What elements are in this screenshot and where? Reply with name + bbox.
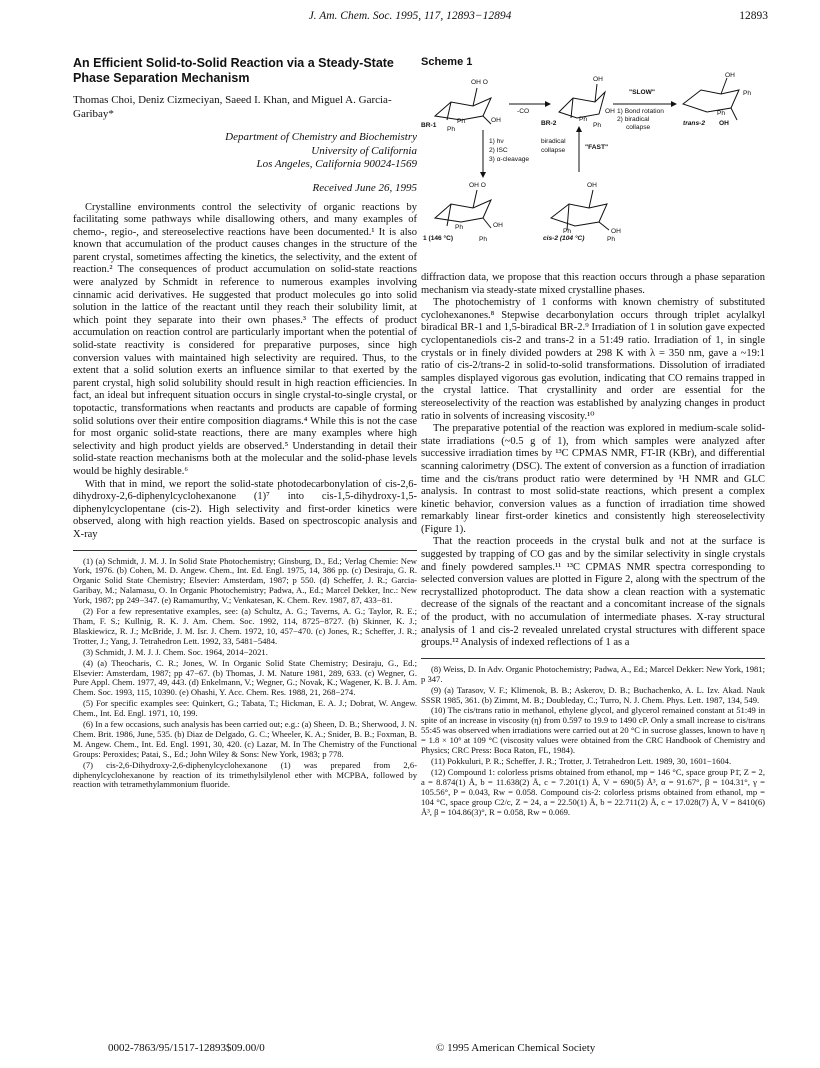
label-oh: OH bbox=[587, 182, 597, 189]
label-isc: 2) ISC bbox=[489, 147, 508, 154]
label-oh: OH bbox=[611, 228, 621, 235]
body-paragraph: The photochemistry of 1 conforms with known chemistry of substituted cyclohexanones.⁸ Stepwise decarbonylation occurs through triplet acylalkyl biradical BR-1 and 1,5-biradical BR-2.⁹ Irradiation of 1 in solution gave expected cyclopentanediols cis-2 and trans-2 in a 51:49 ratio. Irradiation of 1, in single crystals or in finely divided powders at 298 K with λ = 350 nm, gave a ~19:1 ratio of cis-2/trans-2 in solid-to-solid transformations. Dissolution of irradiated samples displayed vigorous gas evolution, indicating that CO remains trapped in the crystal lattice. That crystallinity and order are essential for the stereoselectivity of the reaction was established by analyzing changes in product ratio in solvents of increasing viscosity.¹⁰ bbox=[421, 297, 765, 422]
body-paragraph: Crystalline environments control the selectivity of organic reactions by facilitating some pathways while disallowing others, and many examples of chemo-, regio-, and stereoselective reactions have been documented.¹ It is also known that accumulation of the product causes changes in the structure of the parent crystal, sometimes affecting the kinetics, the selectivity, and the extent of reaction.² The consequences of product accumulation on solid-state reactions were analyzed by Schmidt in reference to numerous examples involving cinnamic acid derivatives. He suggested that product molecules go into solid solution in the lattice of the reactant until they reach their solubility limit, at which point they separate into their own phases.³ The effects of product accumulation on reaction control are particularly important when the potential of solid-state reactivity is considered for preparative purposes, since high conversion values with maintained high selectivity are required. Thus, to the extent that a solid solution exerts an influence similar to that exerted by the parent crystal, high solid solubility should result in high reaction efficiencies. In fact, an ideal but infrequent situation occurs in single crystal-to-single crystal, or topotactic, transformations when reactants and products are capable of forming solid solutions over their entire composition diagrams.⁴ While this is not the case for most organic solid-state reactions, there are many examples where high selectivity and high product yields are observed.⁵ Understanding in detail their solid-state reaction mechanisms both at the molecular and the solid-phase levels would be highly desirable.⁶ bbox=[73, 201, 417, 477]
body-paragraph: That the reaction proceeds in the crystal bulk and not at the surface is suggested by trapping of CO gas and by the similar selectivity in single crystals and finely powdered samples.¹¹ ¹³C CPMAS NMR spectra corresponding to selected conversion values are plotted in Figure 2, along with the spectrum of the recrystallized photoproduct. The data show a clean reaction with a systematic decrease of the signals of the reactant and a concomitant increase of the signals of the product, with no accumulation of intermediate phases. X-ray structural analysis of 1 and cis-2 revealed unrelated crystal structures with different space groups.¹² Analysis of indexed reflections of 1 as a bbox=[421, 536, 765, 649]
label-collapse: collapse bbox=[626, 124, 651, 131]
label-ph: Ph bbox=[457, 118, 466, 125]
footnote: (9) (a) Tarasov, V. F.; Klimenok, B. B.; Askerov, D. B.; Buchachenko, A. L. Izv. Akad. Nauk SSSR 1985, 361. (b) Zimmt, M. B.; Doubleday, C.; Turro, N. J. Chem. Phys. Lett. 1987, 134, 549. bbox=[421, 684, 765, 705]
label-slow: "SLOW" bbox=[629, 89, 656, 96]
cyclopentane-ring-cis2 bbox=[551, 204, 607, 226]
label-ph: Ph bbox=[563, 228, 572, 235]
right-column bbox=[421, 56, 765, 818]
journal-citation: J. Am. Chem. Soc. 1995, 117, 12893−12894 bbox=[308, 10, 512, 22]
cyclohexanone-ring-br1 bbox=[435, 98, 491, 120]
label-collapse: collapse bbox=[541, 147, 566, 154]
footnote: (12) Compound 1: colorless prisms obtained from ethanol, mp = 146 °C, space group P1̄, Z = 2, a = 8.874(1) Å, b = 11.638(2) Å, c = 7.201(1) Å, V = 690(5) Å³, α = 91.67°, β = 104.31°, γ = 105.56°, P = 0.043, Rw = 0.058. Compound cis-2: colorless prisms obtained from ethanol, mp = 104 °C, space group C2/c, Z = 24, a = 22.50(1) Å, b = 22.711(2) Å, c = 17.028(7) Å, V = 8410(6) Å³, β = 104.86(3)°, R = 0.058, Rw = 0.069. bbox=[421, 766, 765, 817]
label-oh-o: OH O bbox=[471, 79, 488, 86]
label-alpha-cleavage: 3) α-cleavage bbox=[489, 156, 530, 163]
body-paragraph: The preparative potential of the reaction was explored in medium-scale solid-state irradiations (~0.5 g of 1), from which samples were analyzed after successive irradiation times by ¹³C CPMAS NMR, FT-IR (KBr), and differential scanning calorimetry (DSC). The extent of conversion as a function of irradiation time and the cis/trans product ratio were determined by ¹H NMR and GLC analysis. In contrast to most solid-state reactions, which present a complex kinetic behavior, conversion values as a function of irradiation time showed remarkably linear first-order kinetics and consistently high stereoselectivity (Figure 1). bbox=[421, 423, 765, 535]
footnote-rule bbox=[73, 550, 417, 551]
affiliation-line: Department of Chemistry and Biochemistry bbox=[225, 131, 417, 143]
label-ph: Ph bbox=[479, 236, 488, 243]
cyclopentane-ring-trans2 bbox=[683, 90, 739, 112]
article-authors: Thomas Choi, Deniz Cizmeciyan, Saeed I. Khan, and Miguel A. Garcia-Garibay* bbox=[73, 94, 392, 120]
article-title: An Efficient Solid-to-Solid Reaction via a Steady-State Phase Separation Mechanism bbox=[73, 56, 394, 85]
label-biradical: biradical bbox=[541, 138, 566, 145]
label-oh: OH bbox=[593, 76, 603, 83]
label-bond-rotation: 1) Bond rotation bbox=[617, 108, 664, 115]
label-fast: "FAST" bbox=[585, 144, 609, 151]
label-oh: OH bbox=[605, 108, 615, 115]
footnote: (1) (a) Schmidt, J. M. J. In Solid State Photochemistry; Ginsburg, D., Ed.; Verlag Chemie: New York, 1976. (b) Cohen, M. D. Angew. Chem., Int. Ed. Engl. 1975, 14, 386 pp. (c) Desiraju, G. R. Organic Solid State Chemistry; Elsevier: Amsterdam, 1987; p 550. (d) Scheffer, J. R.; Garcia-Garibay, M.; Nalamasu, O. In Organic Photochemistry; Padwa, A., Ed.; Marcel Dekker, Inc.: New York, 1987; pp 249−347. (e) Ramamurthy, V.; Venkatesan, K. Chem. Rev. 1987, 87, 433−81. bbox=[73, 555, 417, 606]
label-br2: BR-2 bbox=[541, 120, 557, 127]
left-column bbox=[73, 56, 417, 791]
scheme-title: Scheme 1 bbox=[421, 56, 473, 68]
scheme-drawing bbox=[421, 72, 765, 266]
label-oh: OH bbox=[719, 120, 729, 127]
footnote: (5) For specific examples see: Quinkert, G.; Tabata, T.; Hickman, E. A. J.; Dobrat, W. Angew. Chem., Int. Ed. Engl. 1971, 10, 199. bbox=[73, 698, 417, 719]
body-paragraph: diffraction data, we propose that this reaction occurs through a phase separation mechanism via steady-state mixed crystalline phases. bbox=[421, 272, 765, 296]
footnote: (10) The cis/trans ratio in methanol, ethylene glycol, and glycerol remained constant at 51:49 in spite of an increase in viscosity (η) from 0.597 to 19.9 to 1490 cP. Only a small increase to cis/trans 55:45 was observed when irradiations were carried out at 20 °C in sucrose glasses, known to have η = 1.8 × 10⁶ at 109 °C (viscosity values were obtained from the CRC Handbook of Chemistry and Physics; CRC Press: Boca Raton, FL, 1984). bbox=[421, 705, 765, 756]
label-hv: 1) hν bbox=[489, 138, 504, 145]
label-ph: Ph bbox=[593, 122, 602, 129]
running-header bbox=[0, 10, 820, 26]
cyclohexanone-ring-1 bbox=[435, 200, 491, 222]
affiliation-line: University of California bbox=[311, 144, 417, 157]
body-paragraph: With that in mind, we report the solid-state photodecarbonylation of cis-2,6-dihydroxy-2,6-diphenylcyclohexanone (1)⁷ into cis-1,5-dihydroxy-1,5-diphenylcyclopentane (cis-2). High selectivity and first-order kinetics were observed, along with high reaction yields. Based on spectroscopic analysis and X-ray bbox=[73, 478, 417, 540]
label-oh: OH bbox=[491, 117, 501, 124]
label-ph: Ph bbox=[607, 236, 616, 243]
footnote: (11) Pokkuluri, P. R.; Scheffer, J. R.; Trotter, J. Tetrahedron Lett. 1989, 30, 1601−1604. bbox=[431, 755, 732, 766]
label-cis2: cis-2 (104 °C) bbox=[543, 235, 585, 242]
label-ph: Ph bbox=[447, 126, 456, 133]
copyright: © 1995 American Chemical Society bbox=[436, 1042, 596, 1054]
label-oh-o: OH O bbox=[469, 182, 486, 189]
footnote-rule bbox=[421, 658, 765, 659]
label-trans2: trans-2 bbox=[683, 120, 705, 127]
reaction-scheme bbox=[421, 72, 765, 266]
label-co: -CO bbox=[517, 108, 530, 115]
label-ph: Ph bbox=[455, 224, 464, 231]
label-compound-1: 1 (146 °C) bbox=[423, 235, 454, 242]
label-oh: OH bbox=[725, 72, 735, 79]
label-oh: OH bbox=[493, 222, 503, 229]
footnote: (3) Schmidt, J. M. J. J. Chem. Soc. 1964, 2014−2021. bbox=[83, 646, 268, 657]
label-br1: BR-1 bbox=[421, 122, 437, 129]
footnote: (8) Weiss, D. In Adv. Organic Photochemistry; Padwa, A., Ed.; Marcel Dekker: New York, 1981; p 347. bbox=[421, 663, 765, 684]
article-code: 0002-7863/95/1517-12893$09.00/0 bbox=[108, 1042, 265, 1054]
affiliation bbox=[73, 131, 417, 172]
label-ph: Ph bbox=[743, 90, 752, 97]
footnote: (4) (a) Theocharis, C. R.; Jones, W. In Organic Solid State Chemistry; Desiraju, G., Ed.; Elsevier: Amsterdam, 1987; pp 47−67. (b) Thomas, J. M. Nature 1981, 289, 633. (c) Wegner, G. Pure Appl. Chem. 1977, 49, 443. (d) Enkelmann, V.; Wegner, G.; Novak, K.; Wagener, K. B. J. Am. Chem. Soc. 1993, 115, 10390. (e) Ohashi, Y. Acc. Chem. Res. 1988, 21, 268−274. bbox=[73, 657, 417, 698]
page-number: 12893 bbox=[739, 10, 768, 22]
footnote: (2) For a few representative examples, see: (a) Schultz, A. G.; Taverns, A. G.; Taylor, R. E.; Tham, F. S.; Kullnig, R. K. J. Am. Chem. Soc. 1992, 114, 8725−8727. (b) Skinner, K. J.; Blaskiewicz, R. J.; McBride, J. M. Isr. J. Chem. 1972, 10, 457−470. (c) Jones, R.; Scheffer, J. R.; Trotter, J.; Yang, J. Tetrahedron Lett. 1992, 33, 5481−5484. bbox=[73, 606, 417, 646]
label-ph: Ph bbox=[579, 116, 588, 123]
footnote: (7) cis-2,6-Dihydroxy-2,6-diphenylcyclohexanone (1) was prepared from 2,6-diphenylcyclohexanone by reaction of its trimethylsilylenol ether with MCPBA, followed by reaction with tetramethylammonium fluoride. bbox=[73, 759, 417, 790]
cyclohexane-ring-br2 bbox=[559, 92, 605, 118]
label-biradical-collapse: 2) biradical bbox=[617, 116, 650, 123]
received-date: Received June 26, 1995 bbox=[312, 181, 417, 194]
footnote: (6) In a few occasions, such analysis has been carried out; e.g.: (a) Sheen, D. B.; Sherwood, J. N. Chem. Brit. 1986, June, 535. (b) Diaz de Delgado, G. C.; Wheeler, K. A.; Snider, B. B.; Foxman, B. M. Angew. Chem., Int. Ed. Engl. 1991, 30, 420. (c) Lazar, M. In The Chemistry of the Functional Groups: Peroxides; Patai, S., Ed.; John Wiley & Sons: New York, 1983; p 778. bbox=[73, 719, 417, 759]
affiliation-line: Los Angeles, California 90024-1569 bbox=[256, 158, 417, 170]
label-ph: Ph bbox=[717, 110, 726, 117]
